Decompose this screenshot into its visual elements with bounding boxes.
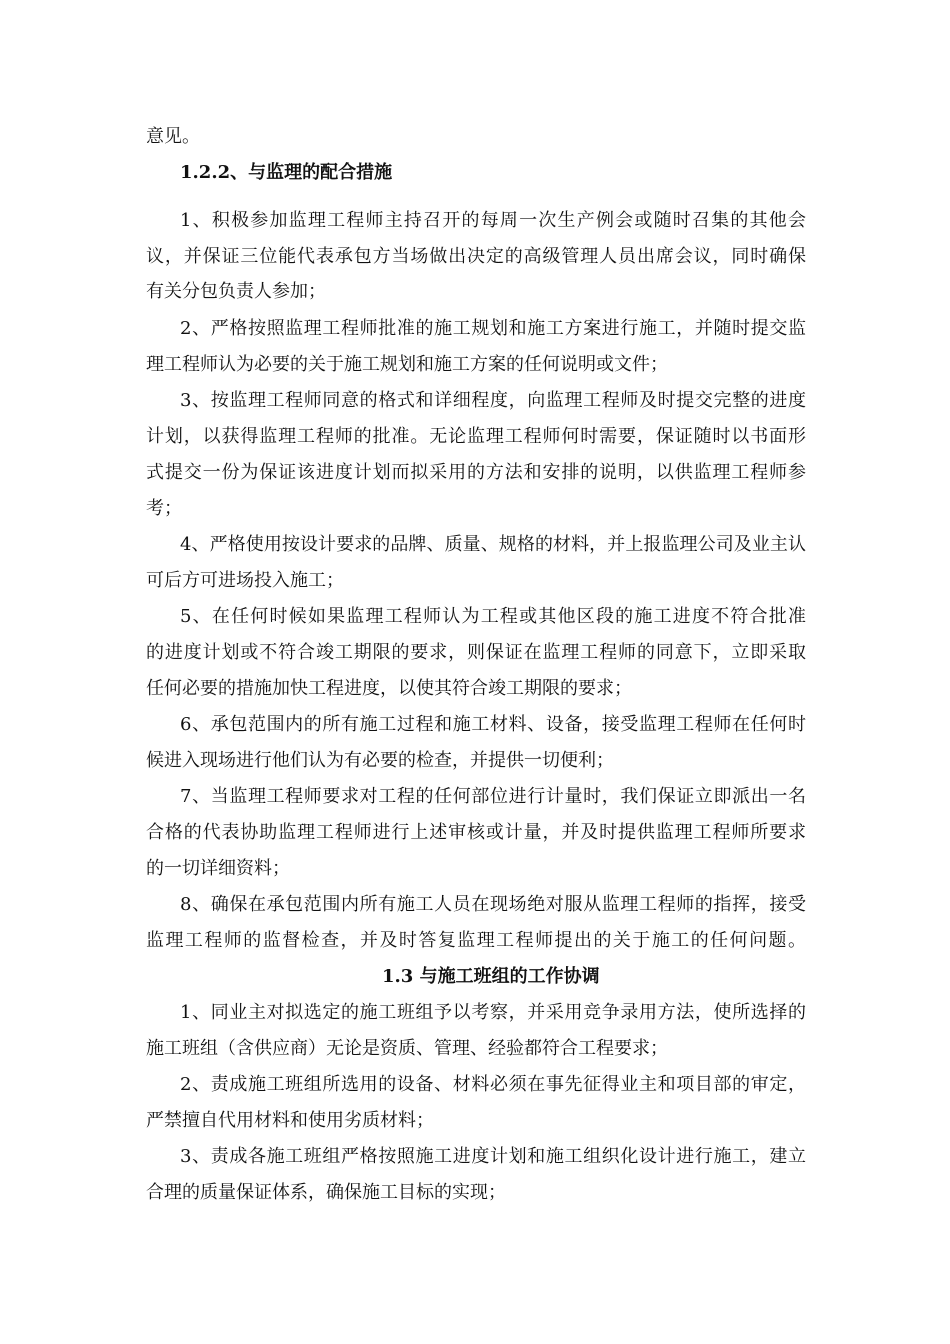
paragraph-line: 考； [146,498,182,519]
paragraph-line: 任何必要的措施加快工程进度，以使其符合竣工期限的要求； [146,678,632,699]
paragraph-line: 严禁擅自代用材料和使用劣质材料； [146,1110,434,1131]
paragraph-line: 意见。 [146,126,200,147]
paragraph-line: 3、按监理工程师同意的格式和详细程度，向监理工程师及时提交完整的进度 [180,390,806,411]
paragraph-line: 1、同业主对拟选定的施工班组予以考察，并采用竞争录用方法，使所选择的 [180,1002,806,1023]
paragraph-line: 可后方可进场投入施工； [146,570,344,591]
paragraph-line: 有关分包负责人参加； [146,281,326,302]
paragraph-line: 的进度计划或不符合竣工期限的要求，则保证在监理工程师的同意下，立即采取 [146,642,806,663]
paragraph-line: 3、责成各施工班组严格按照施工进度计划和施工组织化设计进行施工，建立 [180,1146,806,1167]
paragraph-line: 5、在任何时候如果监理工程师认为工程或其他区段的施工进度不符合批准 [180,606,806,627]
paragraph-line: 计划，以获得监理工程师的批准。无论监理工程师何时需要，保证随时以书面形 [146,426,806,447]
paragraph-line: 施工班组（含供应商）无论是资质、管理、经验都符合工程要求； [146,1038,668,1059]
paragraph-line: 式提交一份为保证该进度计划而拟采用的方法和安排的说明，以供监理工程师参 [146,462,806,483]
paragraph-line: 议，并保证三位能代表承包方当场做出决定的高级管理人员出席会议，同时确保 [146,246,806,267]
heading-1-3: 1.3 与施工班组的工作协调 [382,966,600,987]
paragraph-line: 理工程师认为必要的关于施工规划和施工方案的任何说明或文件； [146,354,668,375]
paragraph-line: 6、承包范围内的所有施工过程和施工材料、设备，接受监理工程师在任何时 [180,714,806,735]
paragraph-line: 合格的代表协助监理工程师进行上述审核或计量，并及时提供监理工程师所要求 [146,822,806,843]
paragraph-line: 7、当监理工程师要求对工程的任何部位进行计量时，我们保证立即派出一名 [180,786,806,807]
paragraph-line: 1、积极参加监理工程师主持召开的每周一次生产例会或随时召集的其他会 [180,210,806,231]
heading-1-2-2: 1.2.2、与监理的配合措施 [180,162,393,183]
paragraph-line: 2、责成施工班组所选用的设备、材料必须在事先征得业主和项目部的审定， [180,1074,806,1095]
paragraph-line: 合理的质量保证体系，确保施工目标的实现； [146,1182,506,1203]
paragraph-line: 2、严格按照监理工程师批准的施工规划和施工方案进行施工，并随时提交监 [180,318,806,339]
paragraph-line: 的一切详细资料； [146,858,290,879]
paragraph-line: 候进入现场进行他们认为有必要的检查，并提供一切便利； [146,750,614,771]
paragraph-line: 监理工程师的监督检查，并及时答复监理工程师提出的关于施工的任何问题。 [146,930,806,951]
paragraph-line: 4、严格使用按设计要求的品牌、质量、规格的材料，并上报监理公司及业主认 [180,534,806,555]
paragraph-line: 8、确保在承包范围内所有施工人员在现场绝对服从监理工程师的指挥，接受 [180,894,806,915]
